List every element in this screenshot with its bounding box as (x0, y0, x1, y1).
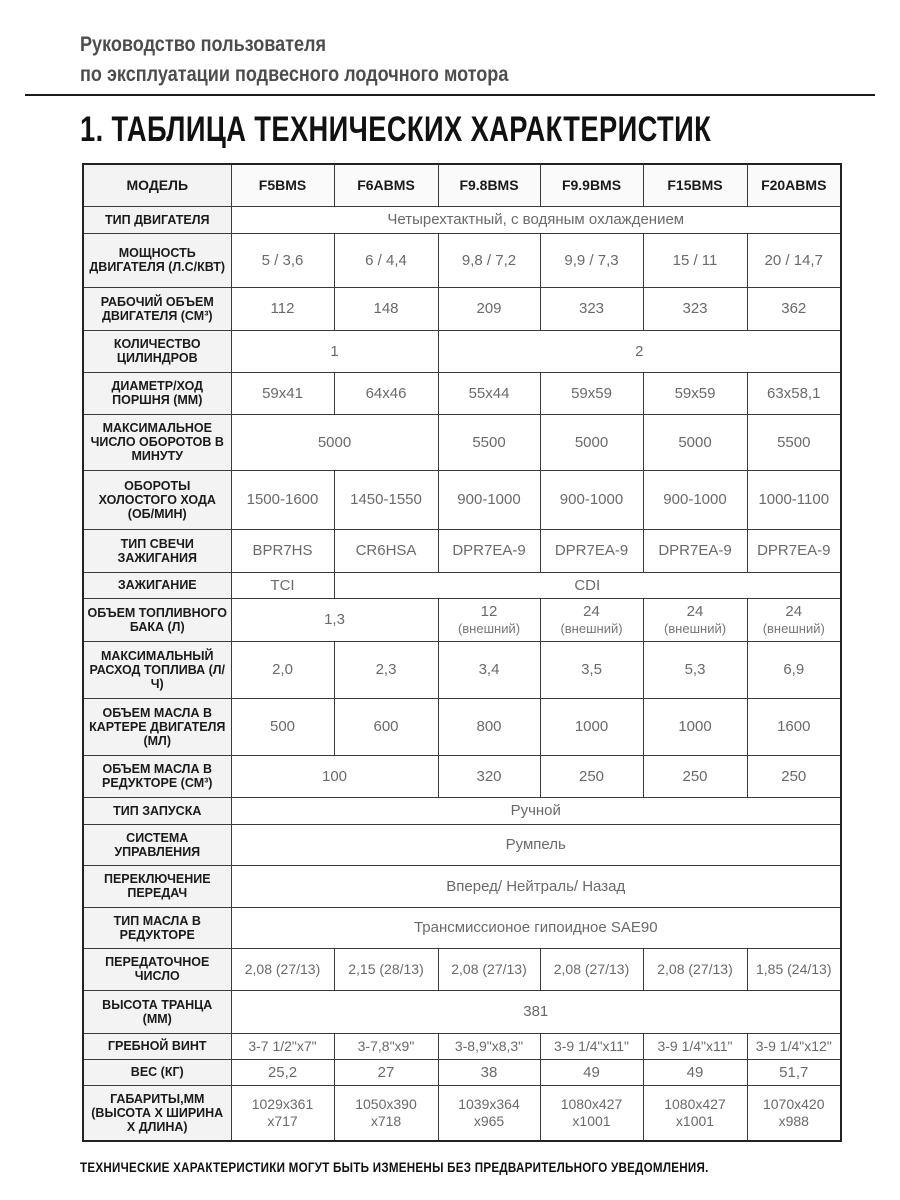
row-label: ТИП ЗАПУСКА (83, 797, 231, 824)
row-label: СИСТЕМА УПРАВЛЕНИЯ (83, 824, 231, 865)
table-row (83, 641, 841, 698)
table-cell: 5000 (540, 414, 643, 470)
table-cell: DPR7EA-9 (540, 529, 643, 572)
table-cell (747, 1085, 841, 1141)
table-cell: 5 / 3,6 (231, 233, 334, 287)
model-name: F15BMS (643, 164, 747, 206)
row-label: ОБЪЕМ МАСЛА В РЕДУКТОРЕ (СМ³) (83, 755, 231, 797)
table-row (83, 598, 841, 641)
table-cell: 64x46 (334, 372, 438, 414)
row-label: ЗАЖИГАНИЕ (83, 572, 231, 598)
table-row (83, 948, 841, 990)
cell-line: x965 (473, 1112, 505, 1129)
row-label: ТИП СВЕЧИ ЗАЖИГАНИЯ (83, 529, 231, 572)
cell-value: 24 (583, 602, 600, 620)
cell-line: x988 (778, 1112, 809, 1129)
row-label: ДИАМЕТР/ХОД ПОРШНЯ (ММ) (83, 372, 231, 414)
disclaimer-note: ТЕХНИЧЕСКИЕ ХАРАКТЕРИСТИКИ МОГУТ БЫТЬ ИЗМЕНЕНЫ БЕЗ ПРЕДВАРИТЕЛЬНОГО УВЕДОМЛЕНИЯ. (80, 1160, 709, 1175)
table-cell: 3-9 1/4"x11" (540, 1033, 643, 1059)
table-row (83, 372, 841, 414)
row-label: ВЫСОТА ТРАНЦА (ММ) (83, 990, 231, 1033)
cell-line: 1039x364 (458, 1095, 520, 1112)
specifications-table (82, 163, 842, 1142)
table-cell: 59x59 (540, 372, 643, 414)
row-label: ПЕРЕКЛЮЧЕНИЕ ПЕРЕДАЧ (83, 865, 231, 907)
table-cell: 323 (643, 287, 747, 330)
table-cell: CDI (334, 572, 841, 598)
table-cell: 1500-1600 (231, 470, 334, 529)
table-row (83, 990, 841, 1033)
table-cell (643, 598, 747, 641)
table-cell: 2,3 (334, 641, 438, 698)
table-cell: 900-1000 (540, 470, 643, 529)
table-cell: 600 (334, 698, 438, 755)
table-cell: 3-9 1/4"x12" (747, 1033, 841, 1059)
table-cell: 3-7 1/2"x7" (231, 1033, 334, 1059)
cell-line: 1080x427 (664, 1095, 726, 1112)
table-row (83, 529, 841, 572)
table-row (83, 907, 841, 948)
table-cell: 112 (231, 287, 334, 330)
table-cell: 3,5 (540, 641, 643, 698)
table-cell: BPR7HS (231, 529, 334, 572)
table-cell (747, 598, 841, 641)
table-cell: 381 (231, 990, 841, 1033)
cell-line: x1001 (675, 1112, 715, 1129)
cell-line: 1070x420 (762, 1095, 825, 1112)
table-cell: 3,4 (438, 641, 540, 698)
header-divider (25, 94, 875, 96)
table-cell: 209 (438, 287, 540, 330)
table-cell: CR6HSA (334, 529, 438, 572)
table-cell: 5500 (747, 414, 841, 470)
table-cell: 59x59 (643, 372, 747, 414)
table-row (83, 206, 841, 233)
table-cell: 15 / 11 (643, 233, 747, 287)
table-cell: 1000-1100 (747, 470, 841, 529)
table-cell: 3-9 1/4"x11" (643, 1033, 747, 1059)
table-cell: 3-7,8"x9" (334, 1033, 438, 1059)
table-cell: 3-8,9"x8,3" (438, 1033, 540, 1059)
table-cell (540, 598, 643, 641)
table-cell: 38 (438, 1059, 540, 1085)
cell-line: x717 (267, 1112, 298, 1129)
table-cell: 900-1000 (438, 470, 540, 529)
table-cell: 320 (438, 755, 540, 797)
table-cell: 2,0 (231, 641, 334, 698)
table-row (83, 572, 841, 598)
table-cell: Трансмиссионое гипоидное SAE90 (231, 907, 841, 948)
table-cell: 2,08 (27/13) (231, 948, 334, 990)
table-cell: 2,15 (28/13) (334, 948, 438, 990)
table-cell: 1,3 (231, 598, 438, 641)
table-cell: DPR7EA-9 (747, 529, 841, 572)
table-cell: 1,85 (24/13) (747, 948, 841, 990)
table-cell: DPR7EA-9 (438, 529, 540, 572)
table-cell (438, 598, 540, 641)
cell-note: (внешний) (560, 620, 623, 636)
table-cell: 6 / 4,4 (334, 233, 438, 287)
table-cell: 800 (438, 698, 540, 755)
table-cell: 2,08 (27/13) (540, 948, 643, 990)
table-cell: 250 (540, 755, 643, 797)
cell-value: 24 (686, 602, 704, 620)
model-name: F5BMS (231, 164, 334, 206)
table-cell: 59x41 (231, 372, 334, 414)
cell-note: (внешний) (663, 620, 727, 636)
row-label: ТИП ДВИГАТЕЛЯ (83, 206, 231, 233)
table-cell: 1450-1550 (334, 470, 438, 529)
table-cell: 100 (231, 755, 438, 797)
table-row (83, 698, 841, 755)
row-label: ОБЪЕМ МАСЛА В КАРТЕРЕ ДВИГАТЕЛЯ (МЛ) (83, 698, 231, 755)
table-cell (540, 1085, 643, 1141)
cell-line: x718 (370, 1112, 402, 1129)
table-cell (438, 1085, 540, 1141)
cell-note: (внешний) (457, 620, 521, 636)
table-row (83, 1059, 841, 1085)
table-header-row (83, 164, 841, 206)
table-row (83, 1033, 841, 1059)
table-cell: TCI (231, 572, 334, 598)
table-cell: 5500 (438, 414, 540, 470)
cell-line: 1029x361 (251, 1095, 314, 1112)
table-cell: 49 (643, 1059, 747, 1085)
table-cell: 250 (747, 755, 841, 797)
table-cell: 2,08 (27/13) (438, 948, 540, 990)
model-name: F6ABMS (334, 164, 438, 206)
table-row (83, 797, 841, 824)
document-header (80, 30, 880, 90)
model-header: МОДЕЛЬ (83, 164, 231, 206)
row-label: ОБОРОТЫ ХОЛОСТОГО ХОДА (ОБ/МИН) (83, 470, 231, 529)
table-cell (334, 1085, 438, 1141)
row-label: РАБОЧИЙ ОБЪЕМ ДВИГАТЕЛЯ (СМ³) (83, 287, 231, 330)
table-cell: 500 (231, 698, 334, 755)
cell-line: x1001 (572, 1112, 611, 1129)
table-row (83, 865, 841, 907)
table-row (83, 755, 841, 797)
header-line-2: по эксплуатации подвесного лодочного мотора (80, 63, 509, 86)
table-row (83, 470, 841, 529)
table-row (83, 233, 841, 287)
row-label: ТИП МАСЛА В РЕДУКТОРЕ (83, 907, 231, 948)
table-cell: Ручной (231, 797, 841, 824)
cell-note: (внешний) (762, 620, 825, 636)
table-cell: 362 (747, 287, 841, 330)
row-label: МАКСИМАЛЬНОЕ ЧИСЛО ОБОРОТОВ В МИНУТУ (83, 414, 231, 470)
row-label: ГРЕБНОЙ ВИНТ (83, 1033, 231, 1059)
model-name: F9.9BMS (540, 164, 643, 206)
cell-value: 24 (785, 602, 803, 620)
header-line-1: Руководство пользователя (80, 33, 327, 56)
table-cell: 1 (231, 330, 438, 372)
table-cell: 250 (643, 755, 747, 797)
table-cell: 1000 (643, 698, 747, 755)
table-row (83, 1085, 841, 1141)
cell-line: 1080x427 (560, 1095, 623, 1112)
table-cell: 2,08 (27/13) (643, 948, 747, 990)
table-cell: 5000 (231, 414, 438, 470)
row-label: МОЩНОСТЬ ДВИГАТЕЛЯ (Л.С/КВТ) (83, 233, 231, 287)
cell-line: 1050x390 (355, 1095, 417, 1112)
row-label: ОБЪЕМ ТОПЛИВНОГО БАКА (Л) (83, 598, 231, 641)
table-cell: 55x44 (438, 372, 540, 414)
table-cell: Вперед/ Нейтраль/ Назад (231, 865, 841, 907)
table-cell: 27 (334, 1059, 438, 1085)
row-label: ГАБАРИТЫ,ММ (ВЫСОТА Х ШИРИНА Х ДЛИНА) (83, 1085, 231, 1141)
table-cell: 2 (438, 330, 841, 372)
table-cell: 49 (540, 1059, 643, 1085)
row-label: КОЛИЧЕСТВО ЦИЛИНДРОВ (83, 330, 231, 372)
cell-value: 12 (480, 602, 498, 620)
table-cell: 323 (540, 287, 643, 330)
table-row (83, 287, 841, 330)
table-cell: 1600 (747, 698, 841, 755)
row-label: ВЕС (КГ) (83, 1059, 231, 1085)
table-cell: 5000 (643, 414, 747, 470)
table-row (83, 330, 841, 372)
table-cell (231, 1085, 334, 1141)
table-cell: 51,7 (747, 1059, 841, 1085)
table-cell: 900-1000 (643, 470, 747, 529)
table-cell: 63x58,1 (747, 372, 841, 414)
model-name: F9.8BMS (438, 164, 540, 206)
table-cell: 148 (334, 287, 438, 330)
table-cell: 25,2 (231, 1059, 334, 1085)
table-cell: DPR7EA-9 (643, 529, 747, 572)
model-name: F20ABMS (747, 164, 841, 206)
page-title: 1. ТАБЛИЦА ТЕХНИЧЕСКИХ ХАРАКТЕРИСТИК (80, 110, 712, 149)
row-label: ПЕРЕДАТОЧНОЕ ЧИСЛО (83, 948, 231, 990)
table-row (83, 414, 841, 470)
table-cell: 5,3 (643, 641, 747, 698)
table-cell: 9,9 / 7,3 (540, 233, 643, 287)
table-cell: 6,9 (747, 641, 841, 698)
table-cell: 9,8 / 7,2 (438, 233, 540, 287)
table-row (83, 824, 841, 865)
table-cell: Румпель (231, 824, 841, 865)
table-cell: 1000 (540, 698, 643, 755)
table-cell: 20 / 14,7 (747, 233, 841, 287)
table-cell: Четырехтактный, с водяным охлаждением (231, 206, 841, 233)
row-label: МАКСИМАЛЬНЫЙ РАСХОД ТОПЛИВА (Л/Ч) (83, 641, 231, 698)
table-cell (643, 1085, 747, 1141)
